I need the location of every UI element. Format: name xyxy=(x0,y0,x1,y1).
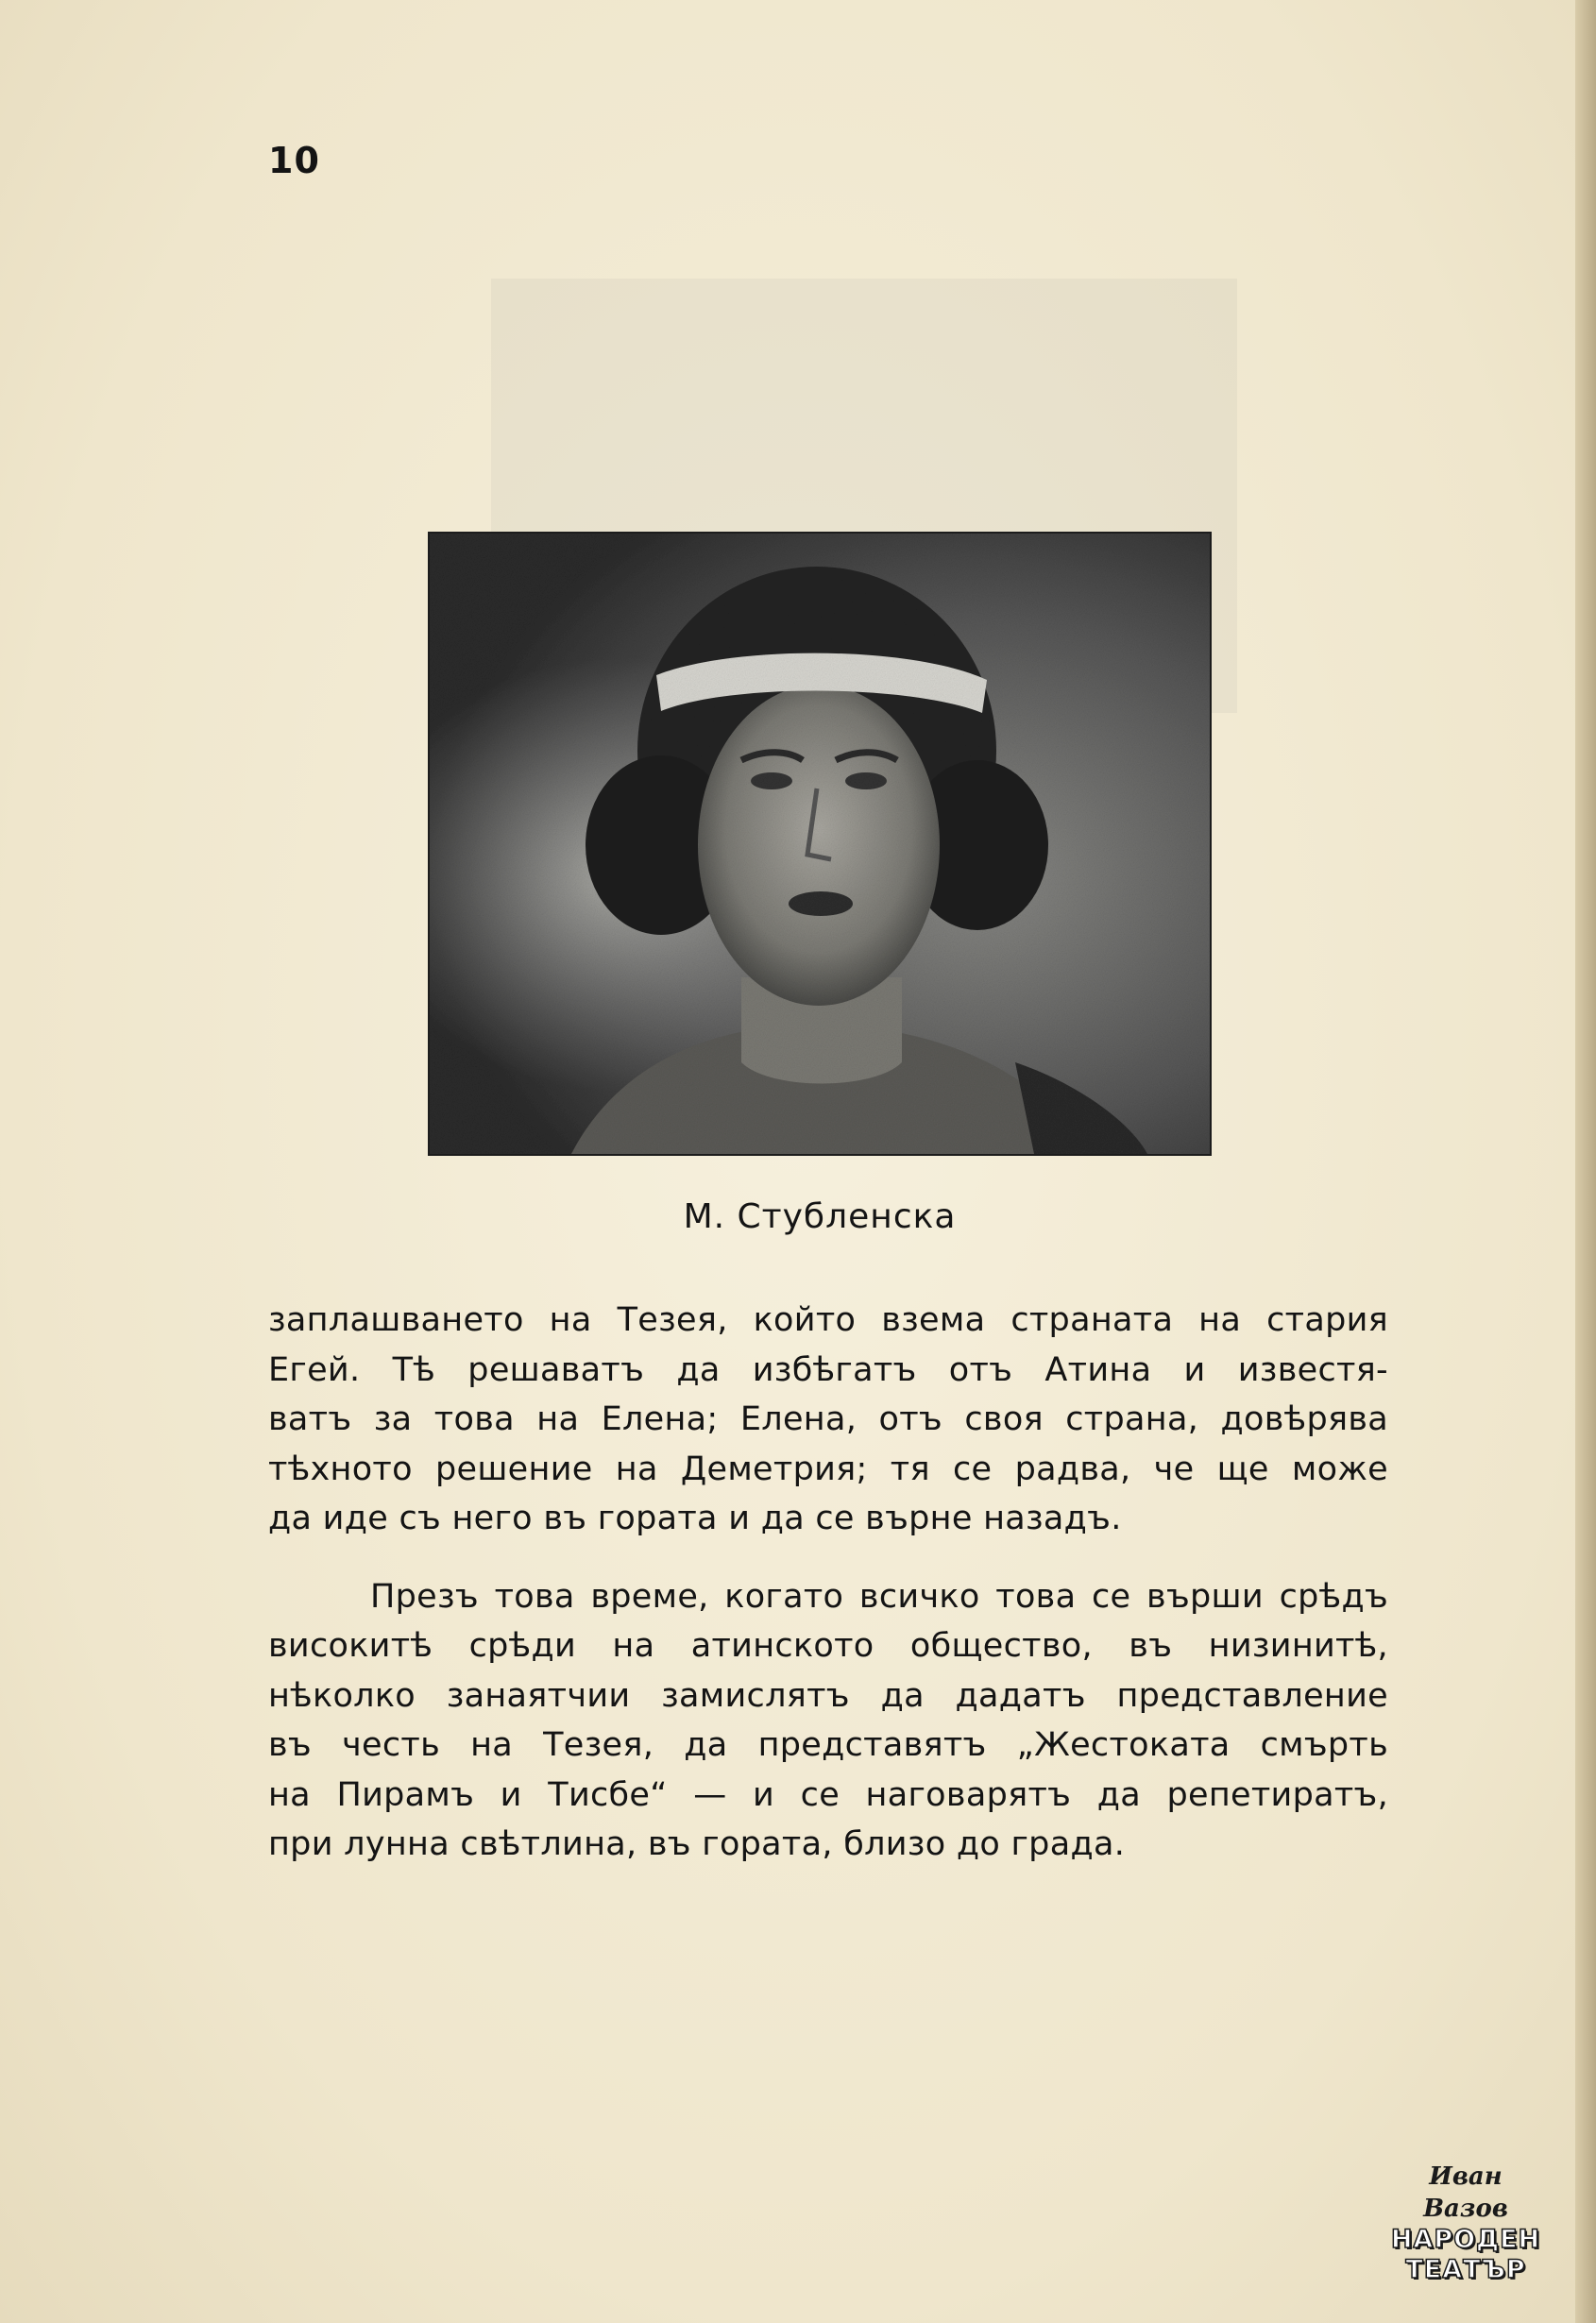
text-line: Егей. Тѣ решаватъ да избѣгатъ отъ Атина и известя- xyxy=(268,1350,1388,1389)
text-line: да иде съ него въ гората и да се върне назадъ. xyxy=(268,1500,1122,1537)
page-number: 10 xyxy=(268,140,320,181)
portrait-photo xyxy=(430,534,1210,1154)
text-line: въ честь на Тезея, да представятъ „Жестоката смърть xyxy=(268,1726,1388,1764)
photo-caption: М. Стубленска xyxy=(683,1197,957,1236)
text-line: ватъ за това на Елена; Елена, отъ своя страна, довѣрява xyxy=(268,1400,1388,1438)
page-edge xyxy=(1575,0,1596,2323)
text-line: нѣколко занаятчии замислятъ да дадатъ представление xyxy=(268,1676,1388,1715)
portrait-image xyxy=(430,534,1210,1154)
body-text xyxy=(268,1296,1388,1870)
text-line: на Пирамъ и Тисбе“ — и се наговарятъ да репетиратъ, xyxy=(268,1775,1388,1814)
paragraph-2 xyxy=(268,1572,1388,1870)
text-line: при лунна свѣтлина, въ гората, близо до града. xyxy=(268,1825,1126,1863)
text-line: заплашването на Тезея, който взема страната на стария xyxy=(268,1301,1388,1339)
text-line: високитѣ срѣди на атинското общество, въ низинитѣ, xyxy=(268,1627,1388,1665)
paragraph-1 xyxy=(268,1296,1388,1544)
text-line: Презъ това време, когато всичко това се върши срѣдъ xyxy=(370,1577,1388,1616)
logo-line-1: НАРОДЕН xyxy=(1390,2225,1541,2254)
logo-line-2: ТЕАТЪР xyxy=(1405,2255,1526,2284)
logo-signature: Иван Вазов xyxy=(1423,2162,1508,2223)
text-line: тѣхното решение на Деметрия; тя се радва, че ще може xyxy=(268,1450,1388,1488)
national-theatre-logo xyxy=(1383,2161,1549,2284)
